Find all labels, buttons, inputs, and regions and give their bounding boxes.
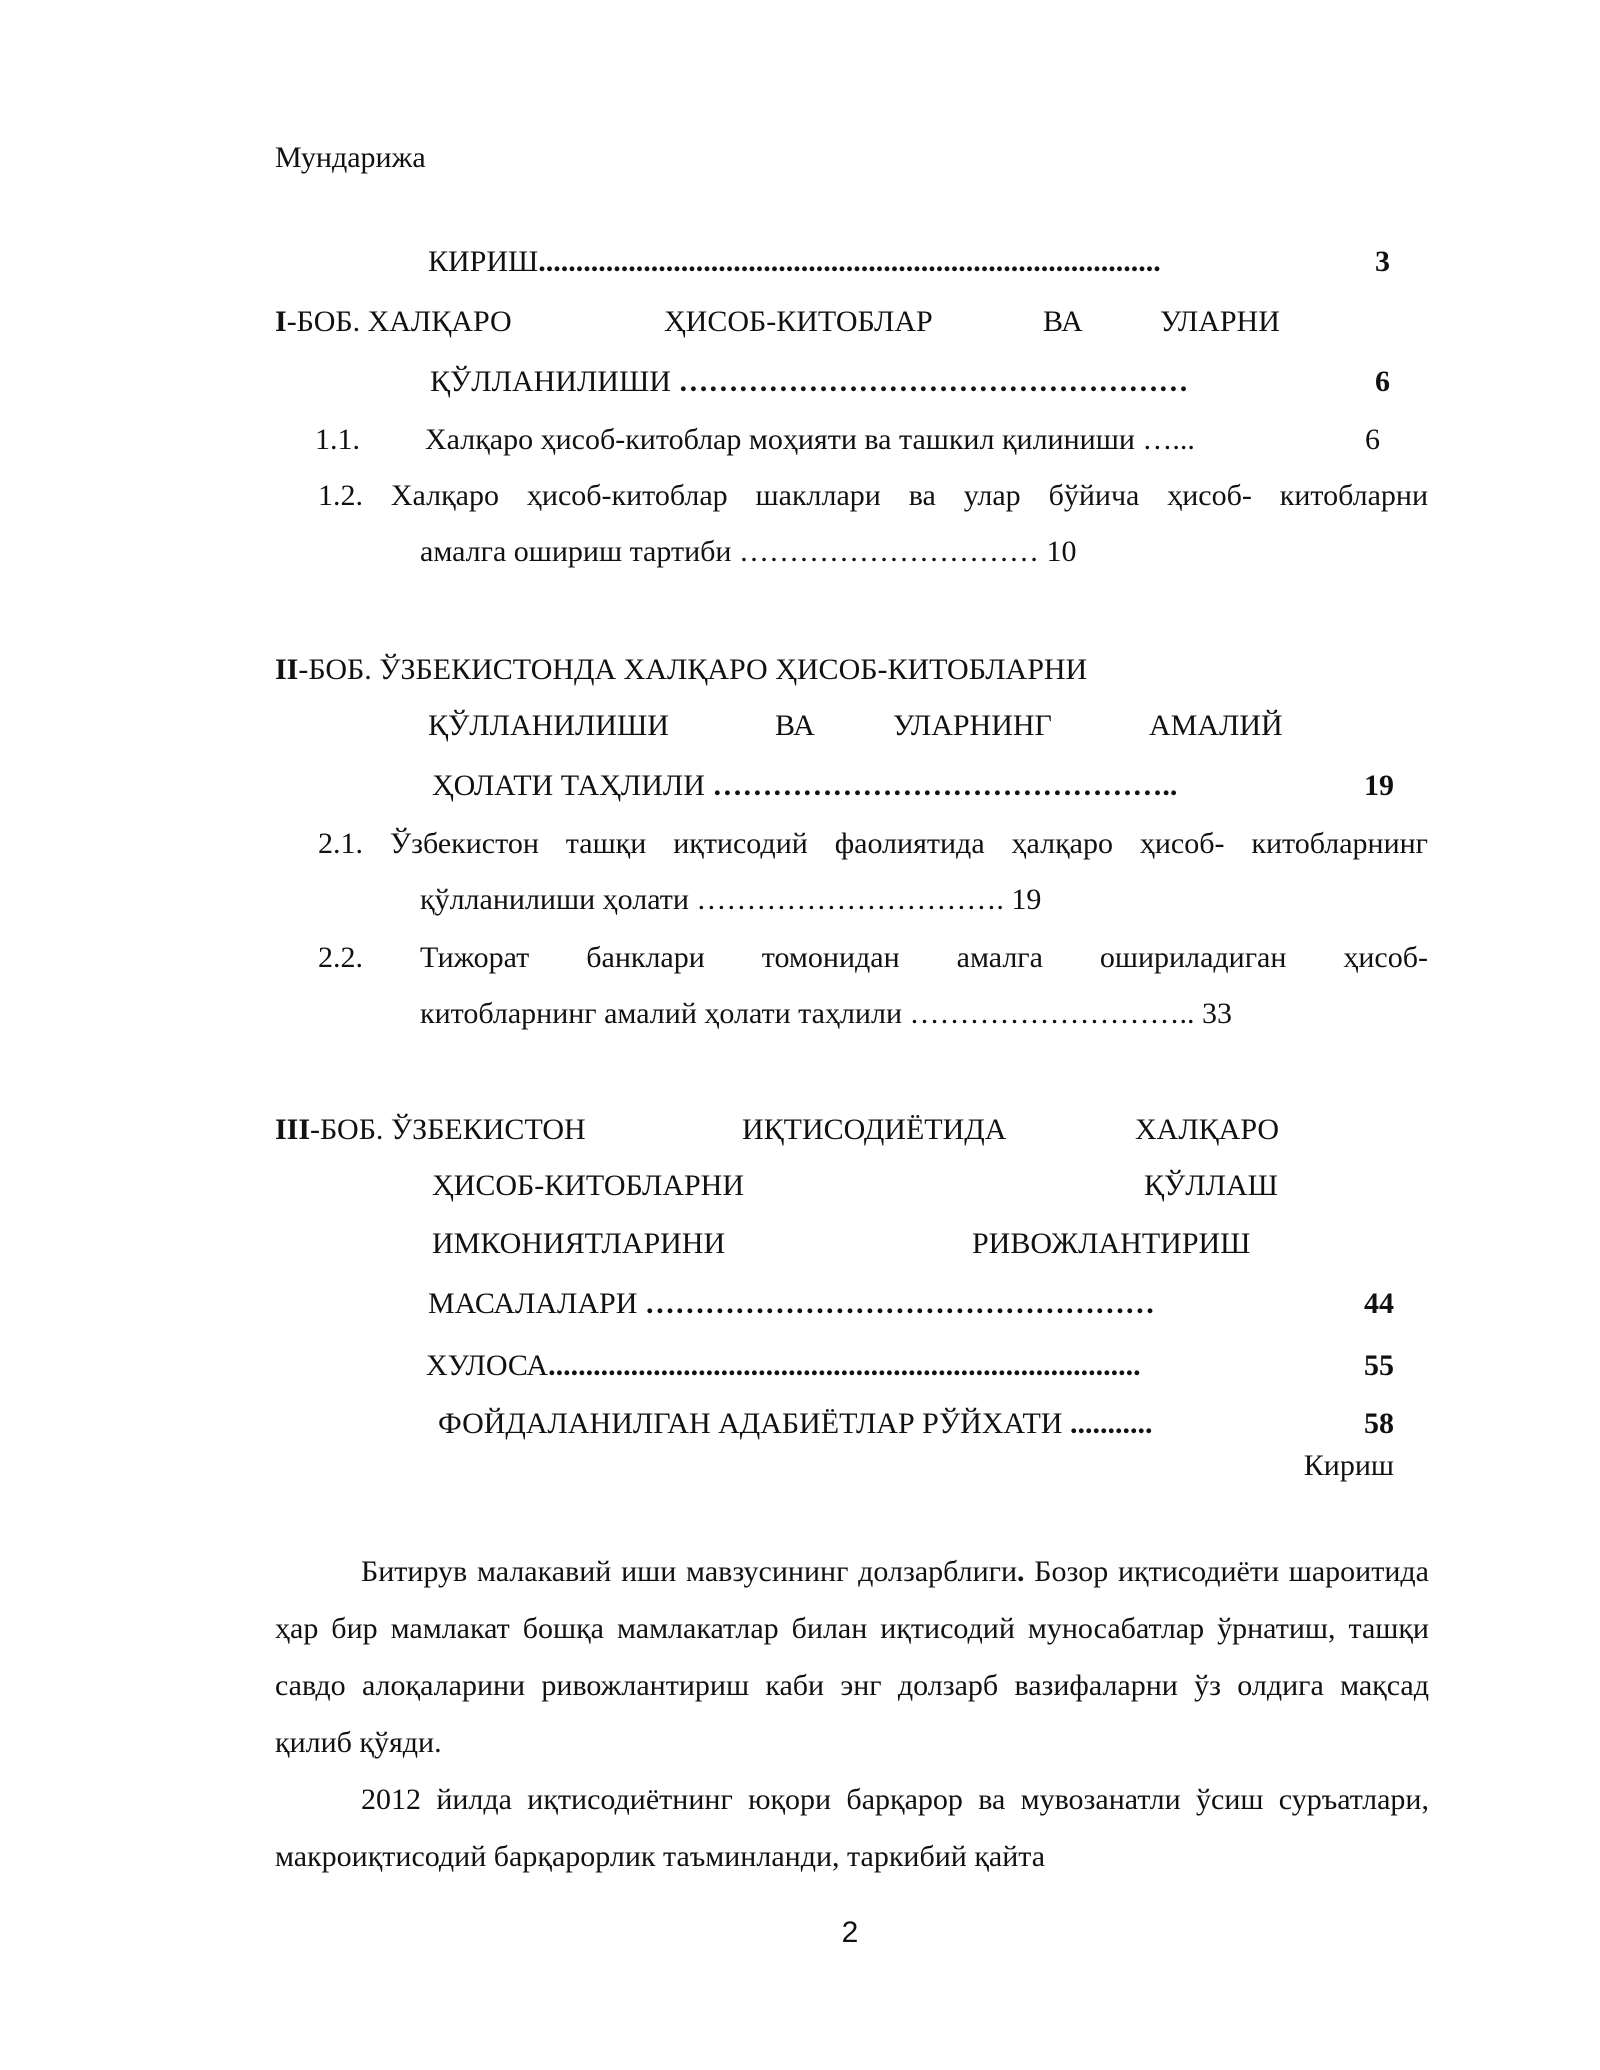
toc-entry-dots: …………………………………………… bbox=[678, 365, 1189, 398]
toc-entry-dots: ............................................................................... bbox=[548, 1349, 1141, 1382]
section-2-1-line1: 2.1. Ўзбекистон ташқи иқтисодий фаолиятида ҳалқаро ҳисоб- китобларнинг bbox=[318, 827, 1428, 860]
section-1-2-line1: 1.2. Халқаро ҳисоб-китоблар шакллари ва улар бўйича ҳисоб- китобларни bbox=[318, 479, 1428, 512]
chapter-3-title-line1-part1: III-БОБ. ЎЗБЕКИСТОН bbox=[275, 1113, 586, 1146]
toc-entry-dots: …………………………………………… bbox=[644, 1287, 1155, 1320]
chapter-1-page: 6 bbox=[1375, 365, 1390, 398]
chapter-2-title-line3: ҲОЛАТИ ТАҲЛИЛИ ……………………………………….. bbox=[432, 769, 1178, 802]
toc-entry-label: КИРИШ bbox=[428, 245, 539, 278]
chapter-3-title-line2-part2: ҚЎЛЛАШ bbox=[1144, 1169, 1278, 1202]
section-1-2-line2: амалга ошириш тартиби ………………………… 10 bbox=[420, 535, 1077, 568]
section-1-1-number: 1.1. bbox=[315, 423, 360, 456]
chapter-3-title-line1-part2: ИҚТИСОДИЁТИДА bbox=[742, 1113, 1007, 1146]
chapter-1-title-line1-part1: I-БОБ. ХАЛҚАРО bbox=[275, 305, 512, 338]
chapter-3-title-line3-part1: ИМКОНИЯТЛАРИНИ bbox=[432, 1227, 726, 1260]
toc-entry-dots: ........... bbox=[1069, 1407, 1153, 1440]
chapter-2-title-line1: II-БОБ. ЎЗБЕКИСТОНДА ХАЛҚАРО ҲИСОБ-КИТОБЛАРНИ bbox=[275, 653, 1088, 686]
chapter-2-page: 19 bbox=[1364, 769, 1394, 802]
section-2-2-line2: китобларнинг амалий ҳолати таҳлили ……………………….. 33 bbox=[420, 997, 1232, 1030]
chapter-3-title-line1-part3: ХАЛҚАРО bbox=[1135, 1113, 1280, 1146]
toc-entry-label: ХУЛОСА bbox=[426, 1349, 549, 1382]
chapter-2-title-line2-part4: АМАЛИЙ bbox=[1149, 709, 1283, 742]
chapter-1-prefix: I bbox=[275, 305, 287, 338]
chapter-3-page: 44 bbox=[1364, 1287, 1394, 1320]
page-number: 2 bbox=[841, 1916, 859, 1949]
toc-entry-label: ФОЙДАЛАНИЛГАН АДАБИЁТЛАР РЎЙХАТИ bbox=[438, 1407, 1063, 1440]
paragraph-1-bold-lead: Битирув малакавий иши мавзусининг долзарблиги bbox=[361, 1555, 1018, 1588]
section-2-2-line1: 2.2. Тижорат банклари томонидан амалга ошириладиган ҳисоб- bbox=[318, 941, 1428, 974]
chapter-3-title-line3-part2: РИВОЖЛАНТИРИШ bbox=[972, 1227, 1251, 1260]
paragraph-2: 2012 йилда иқтисодиётнинг юқори барқарор ва мувозанатли ўсиш суръатлари, макроиқтисодий барқарорлик таъминланди, таркибий қайта bbox=[275, 1783, 1429, 1873]
section-2-1-line2: қўлланилиши ҳолати …………………………. 19 bbox=[420, 883, 1042, 916]
toc-entry-intro[interactable] bbox=[428, 244, 1161, 280]
chapter-2-title-line2-part1: ҚЎЛЛАНИЛИШИ bbox=[428, 709, 669, 742]
toc-entry-conclusion[interactable] bbox=[426, 1348, 1141, 1384]
toc-entry-dots: ................................................................................... bbox=[538, 245, 1161, 278]
intro-heading: Кириш bbox=[1303, 1449, 1394, 1482]
section-1-1-title: Халқаро ҳисоб-китоблар моҳияти ва ташкил қилиниши …... bbox=[425, 423, 1195, 456]
toc-heading: Мундарижа bbox=[275, 141, 426, 174]
toc-entry-references-page: 58 bbox=[1364, 1407, 1394, 1440]
chapter-2-title-line2-part2: ВА bbox=[775, 709, 815, 742]
toc-entry-references[interactable] bbox=[438, 1406, 1152, 1442]
chapter-1-title-line2: ҚЎЛЛАНИЛИШИ …………………………………………… bbox=[430, 365, 1189, 398]
paragraph-1: Битирув малакавий иши мавзусининг долзарблиги. Бозор иқтисодиёти шароитида ҳар бир мамлакат бошқа мамлакатлар билан иқтисодий муносабатлар ўрнатиш, ташқи савдо алоқаларини ривожлантириш каби энг долзарб вазифаларни ўз олдига мақсад қилиб қўяди. bbox=[275, 1555, 1429, 1759]
chapter-3-title-line4: МАСАЛАЛАРИ …………………………………………… bbox=[428, 1287, 1155, 1320]
body-text bbox=[275, 1543, 1429, 1885]
section-1-1-page: 6 bbox=[1365, 423, 1380, 456]
chapter-1-title-line1-part2: ҲИСОБ-КИТОБЛАР bbox=[664, 305, 933, 338]
toc-entry-dots: ……………………………………….. bbox=[712, 769, 1178, 802]
chapter-1-title-line1-part3: ВА bbox=[1043, 305, 1083, 338]
chapter-3-prefix: III bbox=[275, 1113, 311, 1146]
toc-entry-conclusion-page: 55 bbox=[1364, 1349, 1394, 1382]
chapter-2-title-line2-part3: УЛАРНИНГ bbox=[893, 709, 1052, 742]
chapter-2-prefix: II bbox=[275, 653, 299, 686]
chapter-3-title-line2-part1: ҲИСОБ-КИТОБЛАРНИ bbox=[432, 1169, 744, 1202]
chapter-1-title-line1-part4: УЛАРНИ bbox=[1160, 305, 1280, 338]
toc-entry-intro-page: 3 bbox=[1375, 245, 1390, 278]
